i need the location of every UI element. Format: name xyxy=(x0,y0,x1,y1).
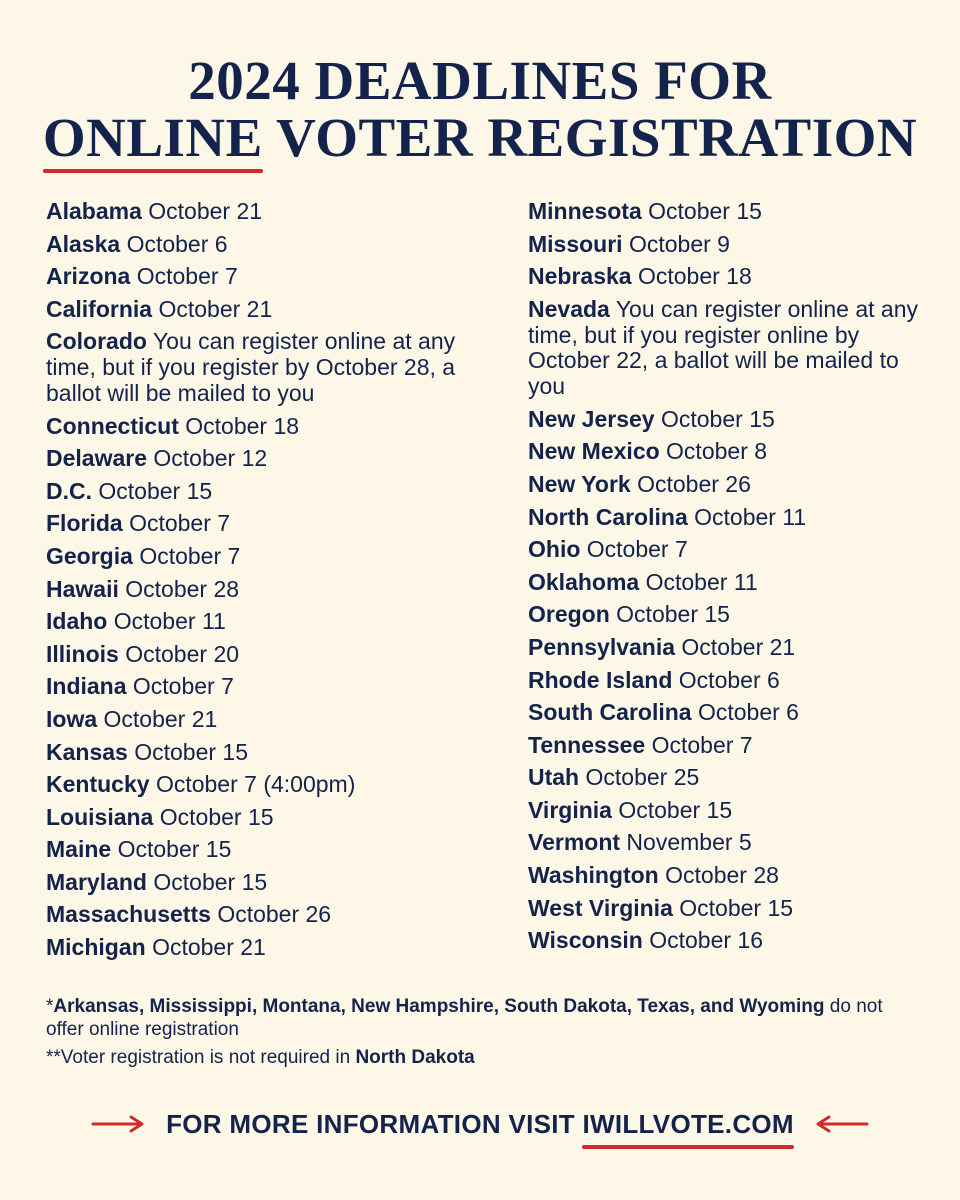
state-name: Illinois xyxy=(46,640,119,667)
state-deadline: October 12 xyxy=(153,445,268,472)
state-deadline: October 7 xyxy=(651,731,753,758)
state-deadline-entry xyxy=(46,264,486,290)
state-name: Minnesota xyxy=(528,198,642,224)
state-deadline-entry xyxy=(528,668,928,694)
state-name: Washington xyxy=(528,862,659,889)
state-name: Pennsylvania xyxy=(528,633,676,660)
state-name: Hawaii xyxy=(46,575,119,602)
state-name: California xyxy=(46,295,153,322)
state-deadline-entry xyxy=(528,700,928,726)
state-deadline: October 11 xyxy=(694,503,807,530)
state-name: Maryland xyxy=(46,868,147,895)
state-deadline: October 6 xyxy=(697,699,799,726)
state-deadline: October 15 xyxy=(134,738,249,765)
state-deadline: October 21 xyxy=(158,295,273,322)
title-line-2 xyxy=(0,109,960,166)
state-deadline: October 9 xyxy=(628,230,730,257)
state-deadline: October 6 xyxy=(126,230,228,257)
state-deadline: October 8 xyxy=(666,438,768,465)
state-deadline: October 21 xyxy=(681,633,796,660)
state-deadline-entry xyxy=(46,935,486,961)
state-name: D.C. xyxy=(46,477,92,504)
deadline-list-right xyxy=(528,199,928,961)
state-deadline-entry xyxy=(528,264,928,290)
state-deadline-entry xyxy=(528,602,928,628)
state-deadline: October 15 xyxy=(153,868,268,895)
state-deadline-entry xyxy=(528,896,928,922)
footnotes xyxy=(46,995,906,1074)
state-name: Vermont xyxy=(528,829,621,856)
state-name: Iowa xyxy=(46,705,98,732)
state-deadline-entry xyxy=(46,609,486,635)
state-deadline-entry xyxy=(46,740,486,766)
state-deadline-entry xyxy=(46,297,486,323)
state-name: Nebraska xyxy=(528,263,632,290)
state-name: Indiana xyxy=(46,673,127,700)
state-deadline-entry xyxy=(46,805,486,831)
state-deadline-entry xyxy=(46,544,486,570)
state-name: Alaska xyxy=(46,230,121,257)
deadline-list-left xyxy=(46,199,486,968)
state-name: Utah xyxy=(528,764,580,791)
state-deadline: October 26 xyxy=(217,901,332,928)
state-name: South Carolina xyxy=(528,699,692,726)
footnote-no-online: *Arkansas, Mississippi, Montana, New Hampshire, South Dakota, Texas, and Wyoming do not offer online registration xyxy=(46,996,883,1040)
state-name: Missouri xyxy=(528,230,623,257)
state-deadline-entry xyxy=(46,674,486,700)
state-name: West Virginia xyxy=(528,894,673,921)
state-name: Idaho xyxy=(46,608,108,635)
state-deadline: October 7 xyxy=(129,510,231,537)
state-deadline-entry xyxy=(528,733,928,759)
state-deadline-entry xyxy=(528,537,928,563)
state-deadline: You can register online at any time, but if you register by October 28, a ballot will be mailed to you xyxy=(46,328,456,406)
state-deadline: October 15 xyxy=(660,405,775,432)
state-deadline-entry xyxy=(46,577,486,603)
state-deadline: October 15 xyxy=(648,198,762,224)
state-deadline: October 7 xyxy=(586,536,688,563)
cta-text: FOR MORE INFORMATION VISIT IWILLVOTE.COM xyxy=(166,1102,794,1146)
state-deadline-entry xyxy=(528,635,928,661)
state-deadline: October 25 xyxy=(585,764,700,791)
state-name: New Mexico xyxy=(528,438,660,465)
state-name: Massachusetts xyxy=(46,901,211,928)
iwillvote-link[interactable]: IWILLVOTE.COM xyxy=(582,1102,793,1146)
state-deadline: October 15 xyxy=(679,894,794,921)
state-deadline: October 7 (4:00pm) xyxy=(155,771,356,798)
state-deadline-entry xyxy=(528,863,928,889)
state-deadline-entry xyxy=(46,414,486,440)
state-name: Maine xyxy=(46,836,112,863)
state-deadline: October 15 xyxy=(616,601,730,628)
state-name: North Carolina xyxy=(528,503,688,530)
call-to-action xyxy=(0,1100,960,1146)
state-name: Kansas xyxy=(46,738,128,765)
state-deadline: October 21 xyxy=(148,198,263,224)
state-deadline: October 7 xyxy=(139,542,241,569)
state-deadline-entry xyxy=(528,439,928,465)
state-deadline: October 7 xyxy=(132,673,234,700)
state-name: Kentucky xyxy=(46,771,150,798)
state-name: Connecticut xyxy=(46,412,179,439)
state-deadline-entry xyxy=(46,329,486,406)
state-deadline-entry xyxy=(528,798,928,824)
state-name: Rhode Island xyxy=(528,666,673,693)
state-deadline: October 28 xyxy=(665,862,779,889)
state-deadline: You can register online at any time, but if you register online by October 22, a ballot will be mailed to you xyxy=(528,295,919,400)
state-name: Oregon xyxy=(528,601,610,628)
state-deadline-entry xyxy=(46,511,486,537)
footnote-state-north-dakota: North Dakota xyxy=(355,1047,475,1068)
footnote-states: Arkansas, Mississippi, Montana, New Hampshire, South Dakota, Texas, and Wyoming xyxy=(53,996,825,1017)
state-deadline-entry xyxy=(46,870,486,896)
state-name: New York xyxy=(528,470,631,497)
state-deadline-entry xyxy=(46,902,486,928)
state-name: Nevada xyxy=(528,295,610,322)
state-deadline: October 16 xyxy=(649,927,763,954)
state-deadline-entry xyxy=(528,928,928,954)
state-deadline: October 11 xyxy=(645,568,758,595)
state-deadline-entry xyxy=(528,407,928,433)
page-title xyxy=(0,52,960,166)
title-line-1: 2024 DEADLINES FOR xyxy=(188,50,772,111)
state-deadline: October 21 xyxy=(103,705,218,732)
state-name: Florida xyxy=(46,510,123,537)
state-name: New Jersey xyxy=(528,405,655,432)
state-deadline: October 15 xyxy=(117,836,232,863)
state-deadline-entry xyxy=(46,772,486,798)
state-name: Wisconsin xyxy=(528,927,643,954)
state-deadline: October 26 xyxy=(637,470,751,497)
state-name: Alabama xyxy=(46,198,142,224)
state-deadline-entry xyxy=(528,199,928,225)
title-highlight-online: ONLINE xyxy=(42,107,263,168)
state-name: Tennessee xyxy=(528,731,646,758)
state-deadline-entry xyxy=(46,199,486,225)
state-deadline: November 5 xyxy=(626,829,752,856)
state-deadline: October 28 xyxy=(125,575,240,602)
state-deadline-entry xyxy=(528,232,928,258)
arrow-left-icon xyxy=(813,1114,869,1134)
state-deadline-entry xyxy=(46,232,486,258)
state-deadline-entry xyxy=(46,446,486,472)
state-deadline-entry xyxy=(528,830,928,856)
state-deadline: October 18 xyxy=(637,263,752,290)
state-deadline-entry xyxy=(528,505,928,531)
state-name: Michigan xyxy=(46,934,146,961)
state-deadline: October 7 xyxy=(136,263,238,290)
state-deadline: October 21 xyxy=(152,934,266,961)
state-deadline-entry xyxy=(46,707,486,733)
state-deadline-entry xyxy=(46,479,486,505)
state-name: Louisiana xyxy=(46,803,154,830)
state-deadline-entry xyxy=(46,642,486,668)
arrow-right-icon xyxy=(91,1114,147,1134)
state-deadline: October 6 xyxy=(678,666,780,693)
state-deadline-entry xyxy=(528,570,928,596)
state-deadline: October 15 xyxy=(98,477,213,504)
state-name: Georgia xyxy=(46,542,133,569)
state-name: Virginia xyxy=(528,796,612,823)
state-name: Colorado xyxy=(46,328,147,355)
state-deadline-entry xyxy=(528,297,928,400)
state-deadline: October 15 xyxy=(159,803,274,830)
state-deadline: October 11 xyxy=(113,608,226,635)
state-name: Arizona xyxy=(46,263,131,290)
state-name: Delaware xyxy=(46,445,148,472)
state-deadline-entry xyxy=(46,837,486,863)
title-line-2-rest: VOTER REGISTRATION xyxy=(262,107,918,168)
state-deadline-entry xyxy=(528,472,928,498)
state-deadline-entry xyxy=(528,765,928,791)
footnote-not-required: **Voter registration is not required in North Dakota xyxy=(46,1047,475,1068)
state-deadline: October 18 xyxy=(185,412,300,439)
state-deadline: October 15 xyxy=(618,796,733,823)
state-name: Ohio xyxy=(528,536,581,563)
state-deadline: October 20 xyxy=(125,640,240,667)
state-name: Oklahoma xyxy=(528,568,640,595)
